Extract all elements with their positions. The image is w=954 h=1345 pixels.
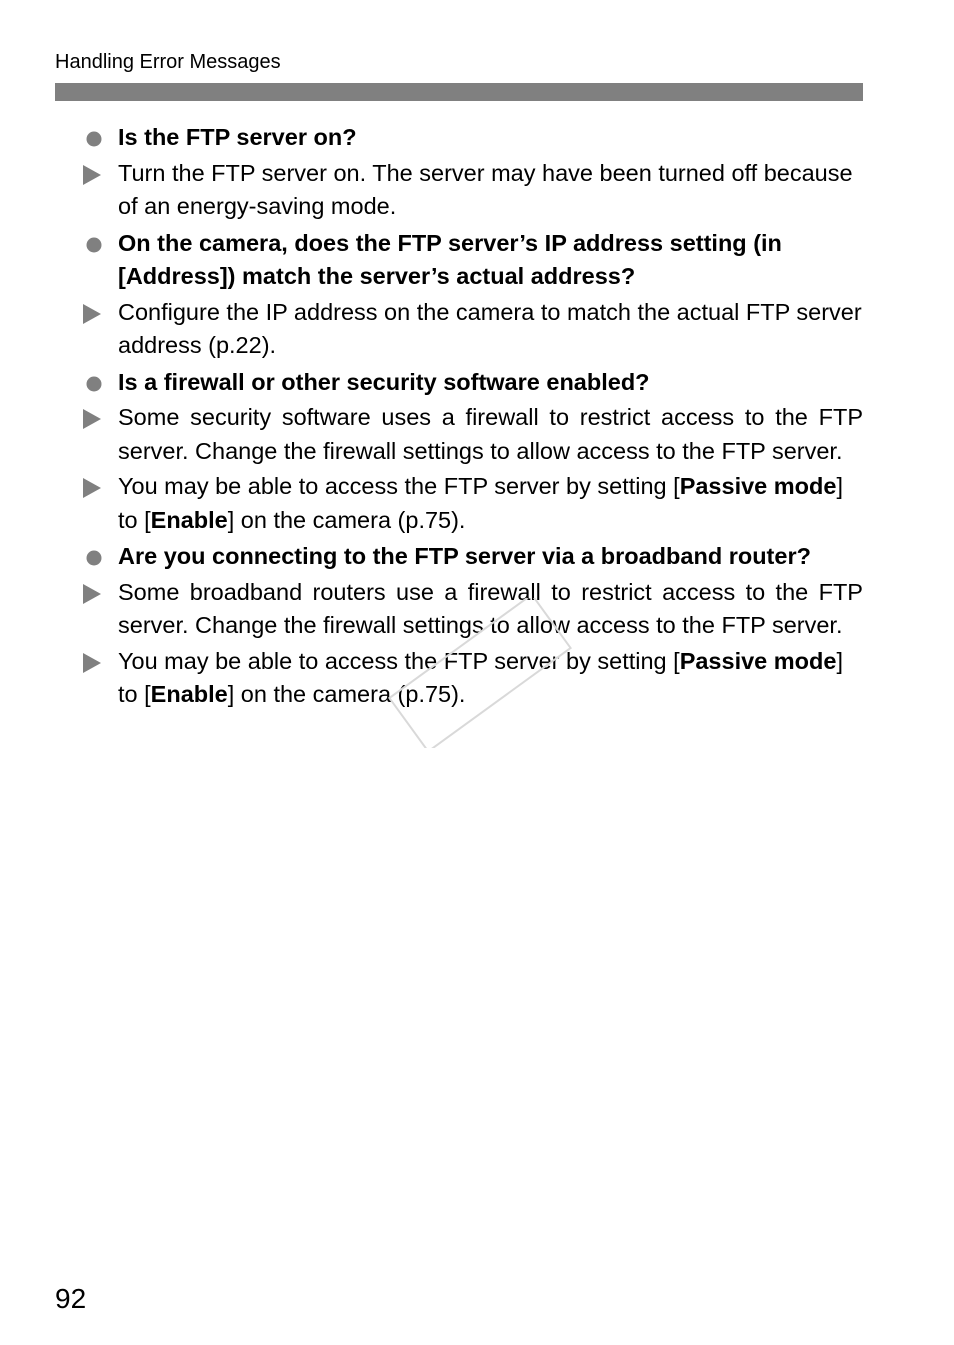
answer-text-part: ] on the camera (p.75). (227, 506, 466, 533)
triangle-right-icon (80, 470, 106, 504)
answer-text: Turn the FTP server on. The server may have been turned off because of an energy-saving mode. (118, 159, 853, 219)
copy-watermark (383, 598, 578, 748)
question-item (80, 227, 863, 294)
triangle-right-icon (80, 645, 106, 679)
setting-value: Enable (150, 681, 228, 707)
answer-text: Some security software uses a firewall to restrict access to the FTP server. Change the firewall settings to allow access to the FTP server. (118, 404, 863, 464)
answer-text-part: ] to [ (118, 473, 843, 533)
setting-value: Enable (150, 506, 228, 533)
setting-name: Passive mode (679, 647, 837, 674)
answer-text-part: You may be able to access the FTP server by setting [ (118, 473, 680, 499)
question-text: Are you connecting to the FTP server via a broadband router? (118, 543, 811, 569)
question-item (80, 540, 863, 574)
bullet-dot-icon (80, 540, 106, 574)
answer-text-part: You may be able to access the FTP server by setting [ (118, 647, 680, 674)
question-text: Is a firewall or other security software enabled? (118, 368, 650, 395)
answer-text: Configure the IP address on the camera to match the actual FTP server address (p.22). (118, 298, 862, 358)
bullet-dot-icon (80, 121, 106, 155)
running-header: Handling Error Messages (55, 51, 281, 73)
question-text: On the camera, does the FTP server’s IP address setting (in [Address]) match the server’s actual address? (118, 229, 782, 289)
question-item (80, 366, 863, 400)
triangle-right-icon (80, 157, 106, 191)
bullet-dot-icon (80, 366, 106, 400)
answer-item (80, 296, 863, 363)
question-text: Is the FTP server on? (118, 124, 357, 150)
triangle-right-icon (80, 296, 106, 330)
answer-text-part: ] on the camera (p.75). (227, 681, 466, 707)
setting-name: Passive mode (679, 473, 837, 499)
triangle-right-icon (80, 576, 106, 610)
answer-item (80, 401, 863, 468)
bullet-dot-icon (80, 227, 106, 261)
answer-text: Some broadband routers use a firewall to restrict access to the FTP server. Change the firewall settings to allow access to the FTP server. (118, 578, 863, 638)
header-divider-bar (55, 83, 863, 101)
question-item (80, 121, 863, 155)
answer-item (80, 470, 863, 537)
answer-text-part: ] to [ (118, 647, 843, 707)
triangle-right-icon (80, 401, 106, 435)
page-number: 92 (55, 1283, 87, 1314)
answer-item (80, 157, 863, 224)
